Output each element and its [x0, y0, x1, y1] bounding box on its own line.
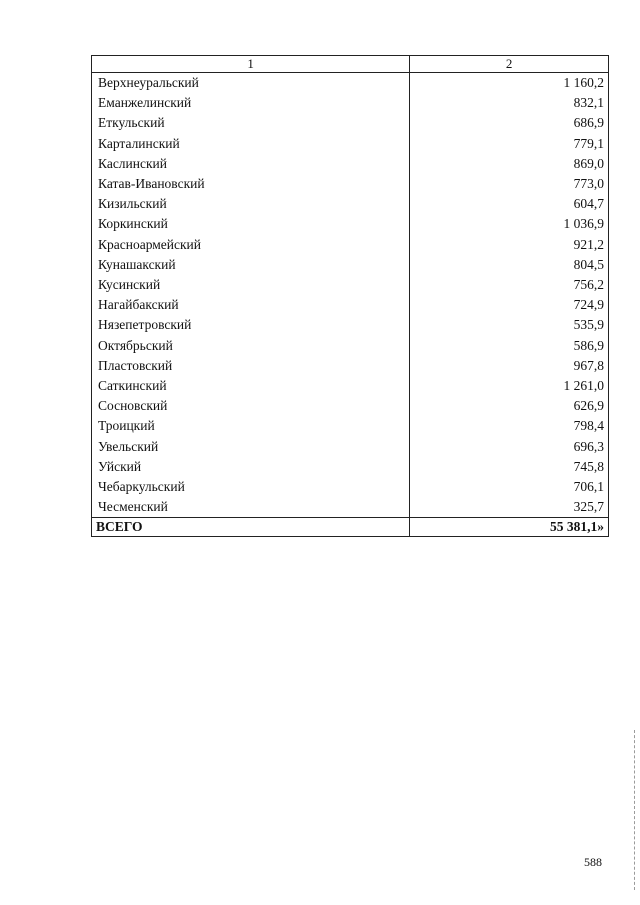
table-row [92, 295, 609, 315]
table-row [92, 416, 609, 436]
table-row [92, 457, 609, 477]
total-label: ВСЕГО [92, 518, 410, 537]
district-value: 724,9 [410, 295, 609, 315]
table-row [92, 174, 609, 194]
district-value: 798,4 [410, 416, 609, 436]
district-name: Нязепетровский [92, 315, 410, 335]
table-row [92, 275, 609, 295]
district-name: Катав-Ивановский [92, 174, 410, 194]
table-row [92, 113, 609, 133]
table-row [92, 497, 609, 518]
district-name: Верхнеуральский [92, 73, 410, 94]
district-name: Нагайбакский [92, 295, 410, 315]
district-name: Еткульский [92, 113, 410, 133]
district-name: Чесменский [92, 497, 410, 518]
district-value: 325,7 [410, 497, 609, 518]
district-table [91, 55, 609, 537]
column-header-1: 1 [92, 56, 410, 73]
district-name: Карталинский [92, 134, 410, 154]
total-value: 55 381,1» [410, 518, 609, 537]
district-name: Увельский [92, 437, 410, 457]
table-row [92, 376, 609, 396]
district-value: 869,0 [410, 154, 609, 174]
table-row [92, 93, 609, 113]
table-row [92, 134, 609, 154]
district-value: 1 261,0 [410, 376, 609, 396]
table-row [92, 356, 609, 376]
district-name: Пластовский [92, 356, 410, 376]
district-name: Троицкий [92, 416, 410, 436]
district-name: Кунашакский [92, 255, 410, 275]
district-name: Чебаркульский [92, 477, 410, 497]
district-value: 967,8 [410, 356, 609, 376]
table-row [92, 315, 609, 335]
district-name: Сосновский [92, 396, 410, 416]
district-value: 921,2 [410, 235, 609, 255]
district-value: 779,1 [410, 134, 609, 154]
district-value: 535,9 [410, 315, 609, 335]
district-value: 773,0 [410, 174, 609, 194]
district-name: Уйский [92, 457, 410, 477]
page-number: 588 [584, 855, 602, 869]
district-name: Кизильский [92, 194, 410, 214]
district-name: Еманжелинский [92, 93, 410, 113]
table-row [92, 396, 609, 416]
district-value: 1 036,9 [410, 214, 609, 234]
table-row [92, 194, 609, 214]
table-row [92, 255, 609, 275]
district-value: 604,7 [410, 194, 609, 214]
district-value: 1 160,2 [410, 73, 609, 94]
table-row [92, 437, 609, 457]
district-value: 832,1 [410, 93, 609, 113]
table-header-row [92, 56, 609, 73]
district-value: 686,9 [410, 113, 609, 133]
table-row [92, 477, 609, 497]
scan-edge-mark [634, 730, 636, 890]
district-value: 586,9 [410, 336, 609, 356]
district-name: Красноармейский [92, 235, 410, 255]
district-name: Коркинский [92, 214, 410, 234]
district-value: 745,8 [410, 457, 609, 477]
district-name: Каслинский [92, 154, 410, 174]
district-value: 804,5 [410, 255, 609, 275]
district-value: 626,9 [410, 396, 609, 416]
district-name: Саткинский [92, 376, 410, 396]
table-total-row [92, 518, 609, 537]
district-value: 696,3 [410, 437, 609, 457]
district-value: 756,2 [410, 275, 609, 295]
table-row [92, 214, 609, 234]
table-row [92, 154, 609, 174]
table-row [92, 235, 609, 255]
district-name: Октябрьский [92, 336, 410, 356]
table-row [92, 73, 609, 94]
column-header-2: 2 [410, 56, 609, 73]
table-row [92, 336, 609, 356]
district-value: 706,1 [410, 477, 609, 497]
district-name: Кусинский [92, 275, 410, 295]
